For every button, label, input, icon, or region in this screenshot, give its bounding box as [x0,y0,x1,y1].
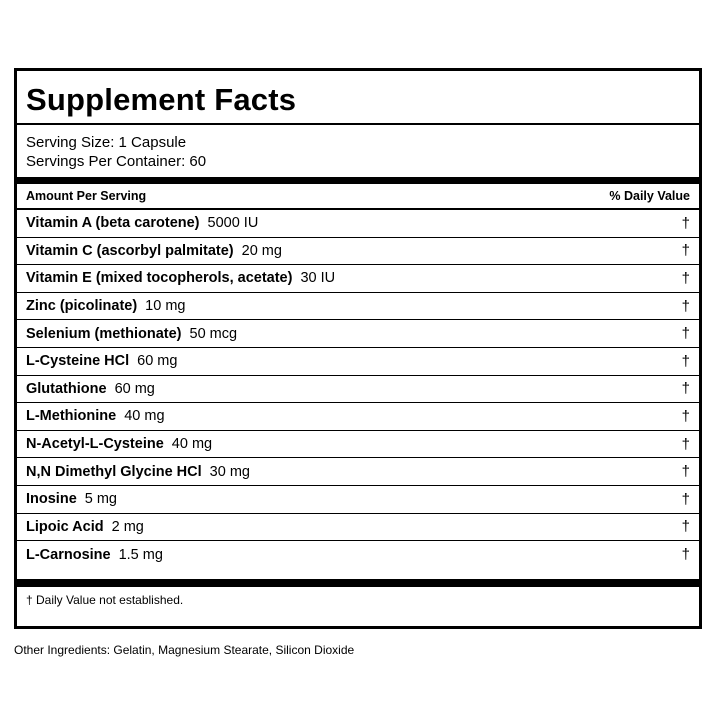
nutrient-name: N-Acetyl-L-Cysteine [26,436,164,453]
nutrient-name: L-Cysteine HCl [26,353,130,370]
nutrient-label [26,381,155,397]
nutrient-name: L-Methionine [26,408,117,425]
nutrient-amount: 10 mg [145,298,186,315]
nutrient-name: Vitamin C (ascorbyl palmitate) [26,242,234,259]
nutrient-amount: 5000 IU [207,215,259,232]
nutrient-label [26,270,335,286]
nutrient-name: L-Carnosine [26,546,111,563]
nutrient-daily-value: † [681,380,690,398]
nutrient-label [26,243,282,259]
nutrient-row [17,486,699,514]
nutrient-row [17,403,699,431]
nutrient-row [17,238,699,266]
nutrient-amount: 40 mg [171,436,213,453]
nutrient-daily-value: † [681,325,690,343]
supplement-facts-panel [14,68,702,629]
nutrient-amount: 1.5 mg [118,546,163,563]
nutrient-amount: 5 mg [84,491,118,508]
nutrient-daily-value: † [681,546,690,564]
nutrient-daily-value: † [681,242,690,260]
nutrient-name: Glutathione [26,380,107,397]
nutrient-daily-value: † [681,435,690,453]
serving-size: Serving Size: 1 Capsule [26,134,187,151]
column-header-row [17,184,699,210]
nutrient-amount: 50 mcg [189,325,238,342]
nutrient-daily-value: † [681,269,690,287]
panel-title: Supplement Facts [17,71,699,125]
nutrient-label [26,491,117,507]
nutrient-name: Selenium (methionate) [26,325,182,342]
serving-info [17,125,699,177]
nutrient-row [17,541,699,569]
nutrient-amount: 2 mg [111,518,144,535]
nutrient-row [17,293,699,321]
nutrient-amount: 60 mg [114,380,155,397]
servings-per-container: Servings Per Container: 60 [26,153,207,170]
nutrient-amount: 30 IU [300,270,336,287]
nutrient-daily-value: † [681,407,690,425]
nutrient-row [17,210,699,238]
nutrient-name: Lipoic Acid [26,518,104,535]
nutrient-label [26,547,163,563]
nutrient-row [17,376,699,404]
nutrient-label [26,298,185,314]
nutrient-row [17,514,699,542]
amount-per-serving-label: Amount Per Serving [26,189,147,203]
nutrient-daily-value: † [681,490,690,508]
nutrient-row [17,265,699,293]
nutrient-amount: 30 mg [209,463,250,480]
nutrient-label [26,353,177,369]
thick-divider [17,177,699,184]
nutrient-list [17,210,699,569]
footnote: † Daily Value not established. [26,592,184,607]
nutrient-name: Inosine [26,491,77,508]
nutrient-daily-value: † [681,297,690,315]
nutrient-amount: 20 mg [241,242,282,259]
nutrient-daily-value: † [681,352,690,370]
nutrient-label [26,215,258,231]
bottom-thick-divider [17,579,699,587]
nutrient-name: Zinc (picolinate) [26,298,138,315]
nutrient-label [26,519,144,535]
nutrient-daily-value: † [681,518,690,536]
nutrient-name: Vitamin E (mixed tocopherols, acetate) [26,270,293,287]
nutrient-label [26,326,237,342]
other-ingredients: Other Ingredients: Gelatin, Magnesium Stearate, Silicon Dioxide [14,643,355,657]
nutrient-daily-value: † [681,214,690,232]
daily-value-label: % Daily Value [609,189,690,203]
nutrient-amount: 60 mg [137,353,178,370]
nutrient-row [17,320,699,348]
nutrient-row [17,458,699,486]
nutrient-daily-value: † [681,463,690,481]
nutrient-label [26,436,212,452]
nutrient-row [17,431,699,459]
nutrient-row [17,348,699,376]
nutrient-amount: 40 mg [124,408,165,425]
nutrient-name: Vitamin A (beta carotene) [26,215,200,232]
nutrient-label [26,464,250,480]
nutrient-label [26,408,165,424]
nutrient-name: N,N Dimethyl Glycine HCl [26,463,202,480]
